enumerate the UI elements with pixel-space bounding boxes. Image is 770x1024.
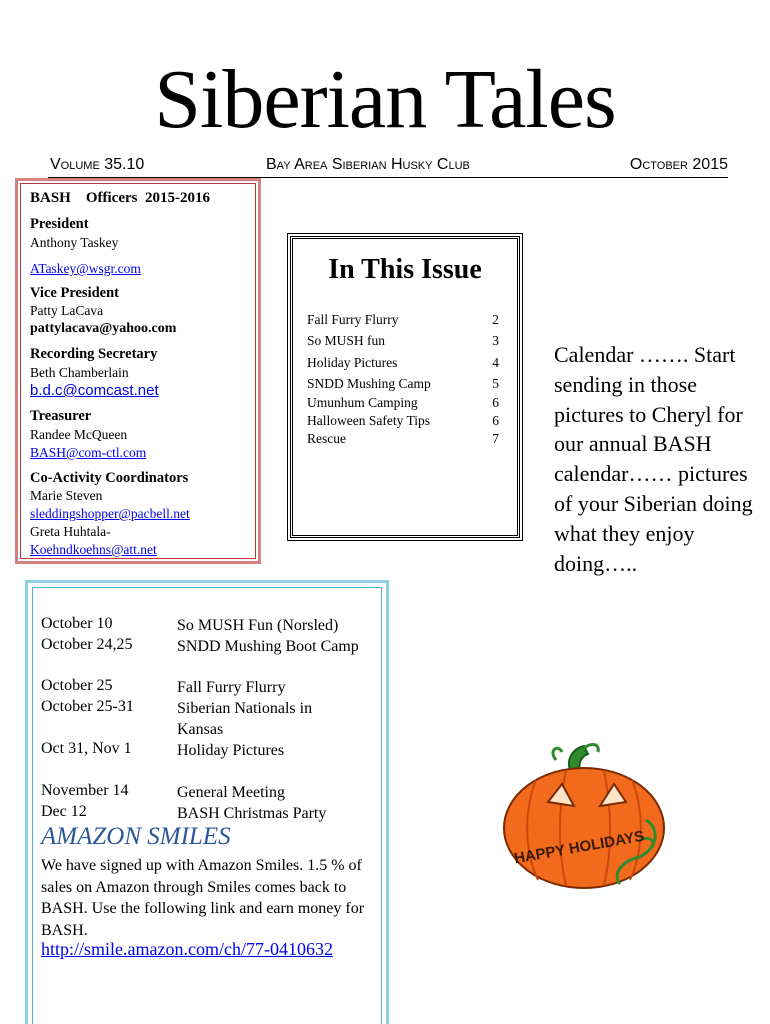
coordinator1-name: Marie Steven bbox=[30, 488, 103, 503]
coordinator2-name: Greta Huhtala- bbox=[30, 524, 111, 539]
event-name: SNDD Mushing Boot Camp bbox=[177, 638, 359, 655]
toc-item: Umunhum Camping 6 bbox=[307, 395, 499, 410]
officers-heading: BASH Officers 2015-2016 bbox=[30, 190, 210, 206]
treasurer-email-link[interactable]: BASH@com-ctl.com bbox=[30, 445, 147, 460]
event-name: General Meeting bbox=[177, 784, 285, 801]
toc-item: Fall Furry Flurry 2 bbox=[307, 312, 499, 327]
event-date: November 14 bbox=[41, 782, 129, 799]
vp-name: Patty LaCava bbox=[30, 303, 104, 318]
event-date: Oct 31, Nov 1 bbox=[41, 740, 132, 757]
vp-role: Vice President bbox=[30, 285, 119, 301]
toc-item: Halloween Safety Tips 6 bbox=[307, 413, 499, 428]
event-name: BASH Christmas Party bbox=[177, 805, 327, 822]
amazon-smiles-text: We have signed up with Amazon Smiles. 1.5 % of sales on Amazon through Smiles comes back to BASH. Use the following link and earn money for BASH. bbox=[41, 857, 365, 939]
club-name: Bay Area Siberian Husky Club bbox=[266, 156, 470, 173]
coordinator2-email-link[interactable]: Koehndkoehns@att.net bbox=[30, 542, 157, 557]
event-date: October 25-31 bbox=[41, 698, 134, 715]
toc-item: Rescue 7 bbox=[307, 431, 499, 446]
issue-info-line bbox=[50, 154, 728, 178]
treasurer-role: Treasurer bbox=[30, 408, 92, 424]
event-date: October 25 bbox=[41, 677, 113, 694]
event-name: Fall Furry Flurry bbox=[177, 679, 286, 696]
president-name: Anthony Taskey bbox=[30, 235, 119, 250]
coordinator1-email-link[interactable]: sleddingshopper@pacbell.net bbox=[30, 506, 190, 521]
events-box bbox=[25, 580, 389, 1024]
pumpkin-greeting: HAPPY HOLIDAYS bbox=[512, 827, 646, 868]
calendar-note: Calendar ……. Start sending in those pictures to Cheryl for our annual BASH calendar…… pictures of your Siberian doing what they enjoy doing….. bbox=[554, 342, 753, 576]
event-name: Siberian Nationals in Kansas bbox=[177, 700, 313, 738]
toc-item: So MUSH fun 3 bbox=[307, 333, 499, 348]
president-role: President bbox=[30, 216, 89, 232]
event-name: Holiday Pictures bbox=[177, 742, 285, 759]
officers-box bbox=[15, 178, 261, 564]
event-name: So MUSH Fun (Norsled) bbox=[177, 617, 339, 634]
president-email-link[interactable]: ATaskey@wsgr.com bbox=[30, 261, 141, 276]
treasurer-name: Randee McQueen bbox=[30, 427, 128, 442]
event-date: October 24,25 bbox=[41, 636, 133, 653]
secretary-name: Beth Chamberlain bbox=[30, 365, 129, 380]
volume-label: Volume 35.10 bbox=[50, 156, 145, 173]
vp-email: pattylacava@yahoo.com bbox=[30, 321, 177, 336]
pumpkin-icon bbox=[496, 740, 672, 894]
toc-item: SNDD Mushing Camp 5 bbox=[307, 376, 499, 391]
toc-item: Holiday Pictures 4 bbox=[307, 355, 499, 370]
event-date: Dec 12 bbox=[41, 803, 87, 820]
newsletter-title: Siberian Tales bbox=[154, 53, 616, 146]
in-this-issue-title: In This Issue bbox=[328, 254, 482, 285]
issue-date: October 2015 bbox=[629, 156, 728, 173]
event-date: October 10 bbox=[41, 615, 113, 632]
in-this-issue-box bbox=[290, 236, 520, 538]
secretary-email-link[interactable]: b.d.c@comcast.net bbox=[30, 382, 159, 399]
amazon-smiles-link[interactable]: http://smile.amazon.com/ch/77-0410632 bbox=[41, 939, 333, 959]
amazon-smiles-title: AMAZON SMILES bbox=[41, 823, 231, 850]
coactivity-role: Co-Activity Coordinators bbox=[30, 470, 189, 486]
secretary-role: Recording Secretary bbox=[30, 346, 158, 362]
